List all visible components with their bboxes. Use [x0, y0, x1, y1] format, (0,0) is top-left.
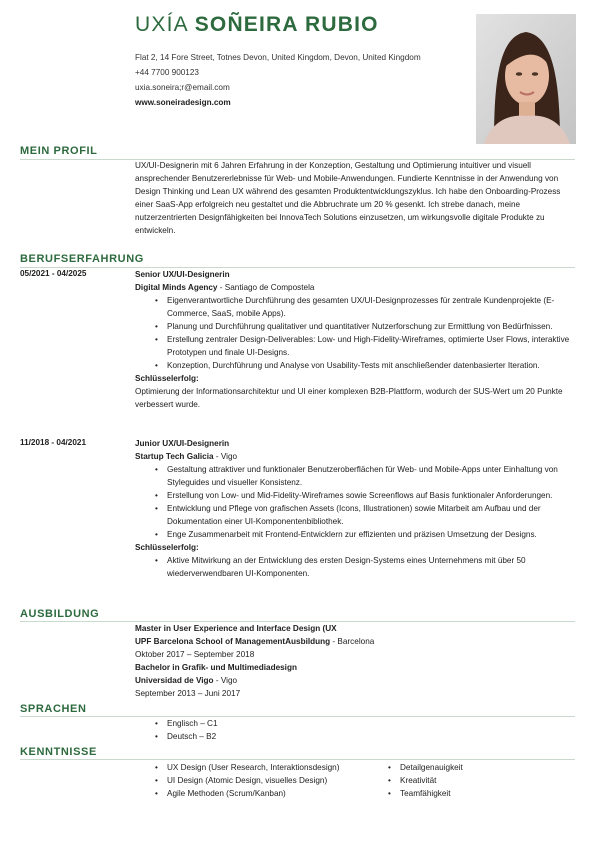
job-bullets — [135, 463, 575, 541]
list-item: • Eigenverantwortliche Durchführung des gesamten UX/UI-Designprozesses für zentrale Kundenprojekte (E-Commerce, SaaS, mobile Apps). — [135, 294, 575, 320]
job-role: Junior UX/UI-Designerin — [135, 439, 230, 448]
list-item: • Agile Methoden (Scrum/Kanban) — [135, 787, 365, 800]
school-location: - Vigo — [213, 676, 238, 685]
list-item: • Enge Zusammenarbeit mit Frontend-Entwicklern zur effizienten und präzisen Umsetzung der Designs. — [135, 528, 575, 541]
job-entry — [135, 437, 575, 580]
job-company-line — [135, 450, 575, 463]
list-item: • Erstellung zentraler Design-Deliverables: Low- und High-Fidelity-Wireframes, optimierte User Flows, interaktive Prototypen und finale UI-Designs. — [135, 333, 575, 359]
job-entry — [135, 268, 575, 411]
school-location: - Barcelona — [330, 637, 375, 646]
last-name: SOÑEIRA RUBIO — [194, 13, 379, 36]
first-name: UXÍA — [135, 13, 188, 36]
skills-column-2 — [368, 761, 568, 800]
job-bullets — [135, 294, 575, 372]
portrait-image — [476, 14, 576, 144]
list-item: • Teamfähigkeit — [368, 787, 568, 800]
section-title-skills: KENNTNISSE — [20, 746, 97, 758]
list-item: • Entwicklung und Pflege von grafischen Assets (Icons, Illustrationen) sowie Mitarbeit am Aufbau und der Dokumentation einer UI-Komponentenbibliothek. — [135, 502, 575, 528]
list-item: • Kreativität — [368, 774, 568, 787]
job-company: Digital Minds Agency — [135, 283, 218, 292]
skills-list — [368, 761, 568, 800]
list-item: • UI Design (Atomic Design, visuelles Design) — [135, 774, 365, 787]
profile-photo — [476, 14, 576, 144]
candidate-name — [135, 14, 379, 35]
key-achievement-label: Schlüsselerfolg: — [135, 374, 199, 383]
job-dates: 11/2018 - 04/2021 — [20, 438, 87, 447]
school-name: UPF Barcelona School of ManagementAusbildung — [135, 637, 331, 646]
list-item: • Englisch – C1 — [135, 717, 575, 730]
skills-list — [135, 761, 365, 800]
list-item: • UX Design (User Research, Interaktionsdesign) — [135, 761, 365, 774]
profile-block — [135, 159, 575, 237]
school-name: Universidad de Vigo — [135, 676, 214, 685]
school-line — [135, 674, 575, 687]
language-list — [135, 717, 575, 743]
education-dates: September 2013 – Juni 2017 — [135, 689, 241, 698]
list-item: • Aktive Mitwirkung an der Entwicklung des ersten Design-Systems eines Unternehmens mit über 50 wiederverwendbaren UI-Komponenten. — [135, 554, 575, 580]
job-location: - Vigo — [213, 452, 238, 461]
job-company-line — [135, 281, 575, 294]
section-title-profile: MEIN PROFIL — [20, 145, 98, 157]
contact-info — [135, 50, 495, 110]
job-company: Startup Tech Galicia — [135, 452, 214, 461]
education-dates: Oktober 2017 – September 2018 — [135, 650, 255, 659]
skills-column-1 — [135, 761, 365, 800]
key-achievement-text: Optimierung der Informationsarchitektur und UI einer komplexen B2B-Plattform, wodurch der SUS-Wert um 20 Punkte verbessert wurde. — [135, 387, 563, 409]
section-divider — [20, 759, 575, 760]
section-title-experience: BERUFSERFAHRUNG — [20, 253, 144, 265]
profile-text: UX/UI-Designerin mit 6 Jahren Erfahrung in der Konzeption, Gestaltung und Optimierung intuitiver und visuell ansprechender Benutzererlebnisse für Web- und Mobile-Anwendungen. Fundierte Kenntnisse in der Anwendung von Design Thinking und Lean UX während des gesamten Produktentwicklungszyklus. Ich habe den Onboarding-Prozess einer SaaS-App erfolgreich neu gestaltet und die Abbruchrate um 20 % gesenkt. Ich strebe danach, meine nutzerzentrierten Designfähigkeiten bei InnovaTech Solutions einzusetzen, um wirkungsvolle digitale Produkte zu entwickeln. — [135, 161, 561, 235]
section-title-languages: SPRACHEN — [20, 703, 87, 715]
job-dates: 05/2021 - 04/2025 — [20, 269, 87, 278]
website[interactable]: www.soneiradesign.com — [135, 98, 231, 107]
job-location: - Santiago de Compostela — [217, 283, 315, 292]
list-item: • Gestaltung attraktiver und funktionaler Benutzeroberflächen für Web- und Mobile-Apps unter Einhaltung von Styleguides und visueller Konsistenz. — [135, 463, 575, 489]
degree-title: Master in User Experience and Interface Design (UX — [135, 624, 337, 633]
key-achievement-label: Schlüsselerfolg: — [135, 543, 199, 552]
degree-title: Bachelor in Grafik- und Multimediadesign — [135, 663, 297, 672]
languages-block — [135, 717, 575, 743]
list-item: • Planung und Durchführung qualitativer und quantitativer Nutzerforschung zur Ermittlung von Bedürfnissen. — [135, 320, 575, 333]
school-line — [135, 635, 575, 648]
address: Flat 2, 14 Fore Street, Totnes Devon, United Kingdom, Devon, United Kingdom — [135, 53, 421, 62]
phone: +44 7700 900123 — [135, 68, 199, 77]
email[interactable]: uxia.soneira;r@email.com — [135, 83, 230, 92]
job-role: Senior UX/UI-Designerin — [135, 270, 230, 279]
list-item: • Deutsch – B2 — [135, 730, 575, 743]
list-item: • Erstellung von Low- und Mid-Fidelity-Wireframes sowie Screenflows auf Basis funktionaler Anforderungen. — [135, 489, 575, 502]
list-item: • Konzeption, Durchführung und Analyse von Usability-Tests mit anschließender datenbasierter Iteration. — [135, 359, 575, 372]
list-item: • Detailgenauigkeit — [368, 761, 568, 774]
section-title-education: AUSBILDUNG — [20, 608, 100, 620]
education-block — [135, 622, 575, 700]
key-achievement-list — [135, 554, 575, 580]
